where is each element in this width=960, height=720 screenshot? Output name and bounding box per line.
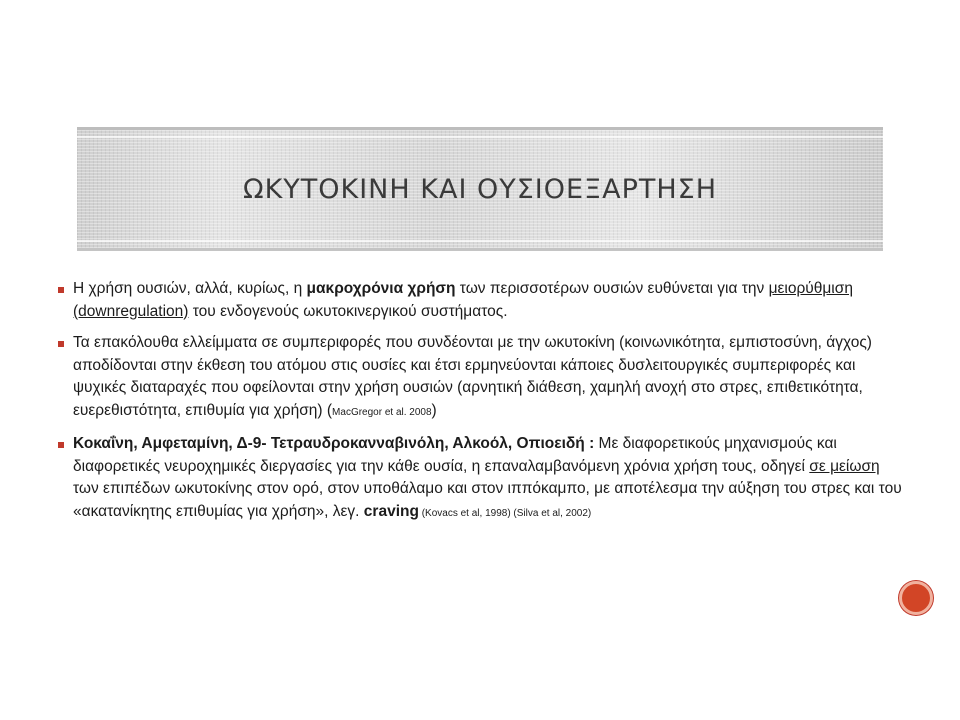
bullet-square-icon bbox=[58, 287, 64, 293]
bullet-underlined-text: σε μείωση bbox=[809, 457, 880, 475]
bullet-square-icon bbox=[58, 341, 64, 347]
bullet-text: των επιπέδων ωκυτοκίνης στον ορό, στον υποθάλαμο και στον ιππόκαμπο, με αποτέλεσμα την αύξηση του στρες και του «ακατανίκητης επιθυμίας για χρήση», λεγ. bbox=[73, 480, 902, 520]
bullet-list bbox=[58, 278, 908, 534]
bullet-item bbox=[58, 332, 908, 424]
bullet-bold-text: Κοκαΐνη, Αμφεταμίνη, Δ-9- Τετραυδροκανναβινόλη, Αλκοόλ, Οπιοειδή : bbox=[73, 435, 595, 452]
bullet-text: Με διαφορετικούς μηχανισμούς και διαφορετικές νευροχημικές διεργασίες για την κάθε ουσία, η επαναλαμβανόμενη χρόνια χρήση τους, οδηγεί bbox=[73, 435, 837, 475]
bullet-item bbox=[58, 278, 908, 323]
citation: (Kovacs et al, 1998) (Silva et al, 2002) bbox=[418, 507, 592, 519]
bullet-text: ) bbox=[431, 401, 437, 419]
bullet-underlined-text: μειορύθμιση (downregulation) bbox=[73, 280, 853, 320]
citation: MacGregor et al. 2008 bbox=[332, 406, 432, 418]
bullet-bold-text: craving bbox=[363, 502, 419, 520]
bullet-text: Η χρήση ουσιών, αλλά, κυρίως, η bbox=[73, 280, 307, 297]
title-banner bbox=[77, 127, 883, 251]
bullet-text: Τα επακόλουθα ελλείμματα σε συμπεριφορές που συνδέονται με την ωκυτοκίνη (κοινωνικότητα, εμπιστοσύνη, άγχος) αποδίδονται στην έκθεση του ατόμου στις ουσίες και έτσι ερμηνεύονται κάποιες δυσλειτουργικές συμπεριφορές και ψυχικές διαταραχές που οφείλονται στην χρήση ουσιών (αρνητική διάθεση, χαμηλή ανοχή στο στρες, επιθετικότητα, ευερεθιστότητα, επιθυμία για χρήση) ( bbox=[73, 334, 872, 419]
slide-title: ΩΚΥΤΟΚΙΝΗ ΚΑΙ ΟΥΣΙΟΕΞΑΡΤΗΣΗ bbox=[242, 174, 718, 205]
bullet-bold-text: μακροχρόνια χρήση bbox=[306, 280, 456, 297]
decorative-circle-icon bbox=[899, 581, 933, 615]
bullet-text: του ενδογενούς ωκυτοκινεργικού συστήματος. bbox=[188, 302, 508, 320]
bullet-item bbox=[58, 433, 908, 525]
bullet-square-icon bbox=[58, 442, 64, 448]
bullet-text: των περισσοτέρων ουσιών ευθύνεται για την bbox=[455, 280, 769, 297]
